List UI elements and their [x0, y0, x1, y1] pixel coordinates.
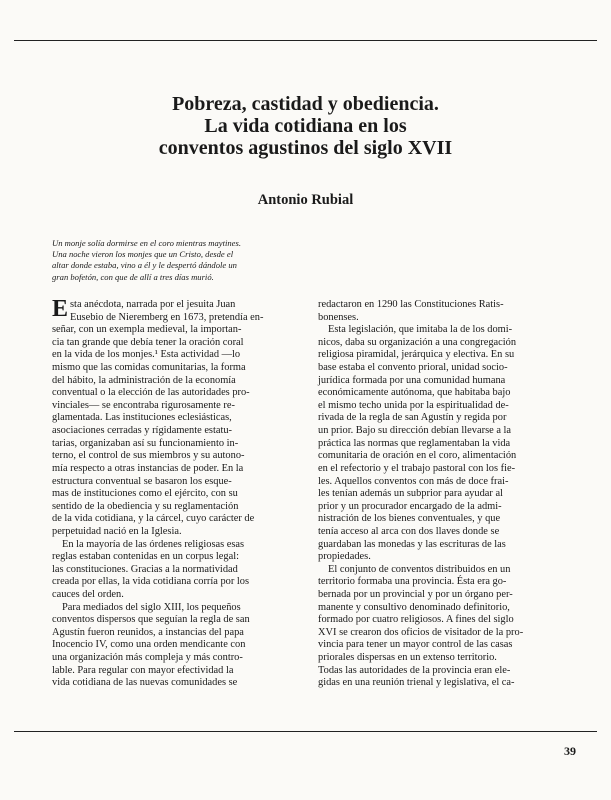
text-line: tarias, organizaban así su funcionamiento in-	[52, 437, 239, 449]
text-line: XVI se crearon dos oficios de visitador de la pro-	[318, 626, 524, 638]
text-line: en el refectorio y el trabajo pastoral con los fie-	[318, 462, 516, 474]
text-line: bernada por un provincial y por un órgano per-	[318, 589, 513, 601]
text-line: sta anécdota, narrada por el jesuita Juan	[70, 299, 236, 310]
text-line: mía respecto a otras instancias de poder. En la	[52, 462, 244, 474]
text-line: mismo que las comidas comunitarias, la forma	[52, 362, 246, 374]
text-line: propiedades.	[318, 551, 371, 563]
text-line: mas de instituciones como el ejército, con su	[52, 488, 238, 500]
text-line: tenía acceso al arca con dos llaves donde se	[318, 525, 500, 537]
text-line: en la vida de los monjes.¹ Esta actividad —lo	[52, 349, 241, 361]
text-line: Eusebio de Nieremberg en 1673, pretendía en-	[70, 311, 264, 323]
text-line: práctica las normas que reglamentaban la vida	[318, 437, 511, 449]
text-line: Agustín fueron reunidos, a instancias del papa	[52, 626, 244, 638]
text-line: religiosa piramidal, jerárquica y electiva. En su	[318, 349, 515, 361]
text-line: territorio formaba una provincia. Ésta era go-	[318, 576, 507, 588]
text-line: económicamente autónoma, que habitaba bajo	[318, 387, 511, 399]
text-line: les. Aquellos conventos con más de doce frai-	[318, 475, 509, 487]
text-line: las constituciones. Gracias a la normatividad	[52, 563, 238, 575]
text-line: priorales dispersas en un extenso territorio.	[318, 652, 497, 664]
text-line: les tenían además un subprior para ayudar al	[318, 488, 503, 500]
drop-cap: E	[52, 296, 69, 322]
text-line: cia tan grande que debía tener la oración coral	[52, 336, 244, 348]
top-rule	[14, 40, 597, 41]
epigraph-line: gran bofetón, con que de allí a tres días murió.	[52, 271, 214, 282]
text-line: vinciales— se encontraba rigurosamente re-	[52, 399, 235, 411]
text-line: señar, con un exempla medieval, la importan-	[52, 324, 242, 336]
text-line: jurídica formada por una comunidad humana	[318, 374, 506, 386]
text-line: rivada de la regla de san Agustín y regida por	[318, 412, 507, 424]
text-line: vida cotidiana de las nuevas comunidades se	[52, 677, 238, 689]
body-column-right	[318, 299, 568, 690]
epigraph	[52, 238, 302, 283]
text-line: glamentada. Las instituciones eclesiásticas,	[52, 412, 232, 424]
text-line: Esta legislación, que imitaba la de los domi-	[328, 324, 513, 336]
epigraph-line: Un monje solía dormirse en el coro mientras maytines.	[52, 238, 241, 248]
text-line: conventual o la elección de las autoridades pro-	[52, 387, 250, 399]
text-line: gidas en una reunión trienal y legislativa, el ca-	[318, 677, 515, 689]
text-line: cauces del orden.	[52, 589, 124, 601]
article-title	[0, 93, 611, 159]
page-number: 39	[564, 744, 576, 758]
text-line: el mismo techo unida por la espiritualidad de-	[318, 399, 509, 411]
text-line: guardaban las monedas y las escrituras de las	[318, 538, 506, 550]
text-line: conventos dispersos que seguían la regla de san	[52, 614, 250, 626]
text-line: estructura conventual se basaron los esque-	[52, 475, 232, 487]
text-line: El conjunto de conventos distribuidos en un	[328, 563, 511, 575]
text-line: formado por cuatro religiosos. A fines del siglo	[318, 614, 514, 626]
text-line: Para mediados del siglo XIII, los pequeños	[62, 601, 241, 613]
text-line: prior y un procurador encargado de la admi-	[318, 500, 502, 512]
text-line: Inocencio IV, como una orden mendicante con	[52, 639, 246, 651]
text-line: del hábito, la administración de la economía	[52, 374, 236, 386]
text-line: asociaciones cerradas y rígidamente estatu-	[52, 425, 233, 437]
text-line: bonenses.	[318, 311, 359, 323]
text-line: manente y consultivo denominado definitorio,	[318, 601, 510, 613]
text-line: sentido de la obediencia y su reglamentación	[52, 500, 239, 512]
text-line: comunitaria de oración en el coro, alimentación	[318, 450, 517, 462]
text-line: reglas estaban contenidas en un corpus legal:	[52, 551, 239, 563]
title-line: Pobreza, castidad y obediencia.	[172, 93, 439, 115]
text-line: base estaba el convento prioral, unidad socio-	[318, 362, 508, 374]
text-line: lable. Para regular con mayor efectividad la	[52, 664, 234, 676]
body-column-left	[52, 296, 309, 690]
author-name: Antonio Rubial	[257, 192, 354, 208]
text-line: creada por ellas, la vida cotidiana corría por los	[52, 576, 250, 588]
epigraph-line: Una noche vieron los monjes que un Cristo, desde el	[52, 249, 234, 260]
text-line: terno, el control de sus miembros y su autono-	[52, 450, 245, 462]
text-line: vincia para tener un mayor control de las casas	[318, 639, 513, 651]
bottom-rule	[14, 731, 597, 732]
text-line: En la mayoría de las órdenes religiosas esas	[62, 538, 245, 550]
epigraph-line: altar donde estaba, vino a él y le despertó dándole un	[52, 260, 237, 271]
title-line: La vida cotidiana en los	[204, 115, 407, 137]
title-line: conventos agustinos del siglo XVII	[158, 137, 453, 159]
text-line: perpetuidad nació en la Iglesia.	[52, 525, 182, 537]
text-line: una organización más compleja y más contro-	[52, 652, 243, 664]
text-line: nicos, daba su organización a una congregación	[318, 336, 517, 348]
text-line: Todas las autoridades de la provincia eran ele-	[318, 664, 511, 676]
text-line: nistración de los bienes conventuales, y que	[318, 513, 501, 525]
text-line: redactaron en 1290 las Constituciones Ratis-	[318, 299, 504, 310]
text-line: un prior. Bajo su dirección debían llevarse a la	[318, 425, 512, 437]
text-line: de la vida cotidiana, y la cárcel, cuyo carácter de	[52, 513, 255, 525]
